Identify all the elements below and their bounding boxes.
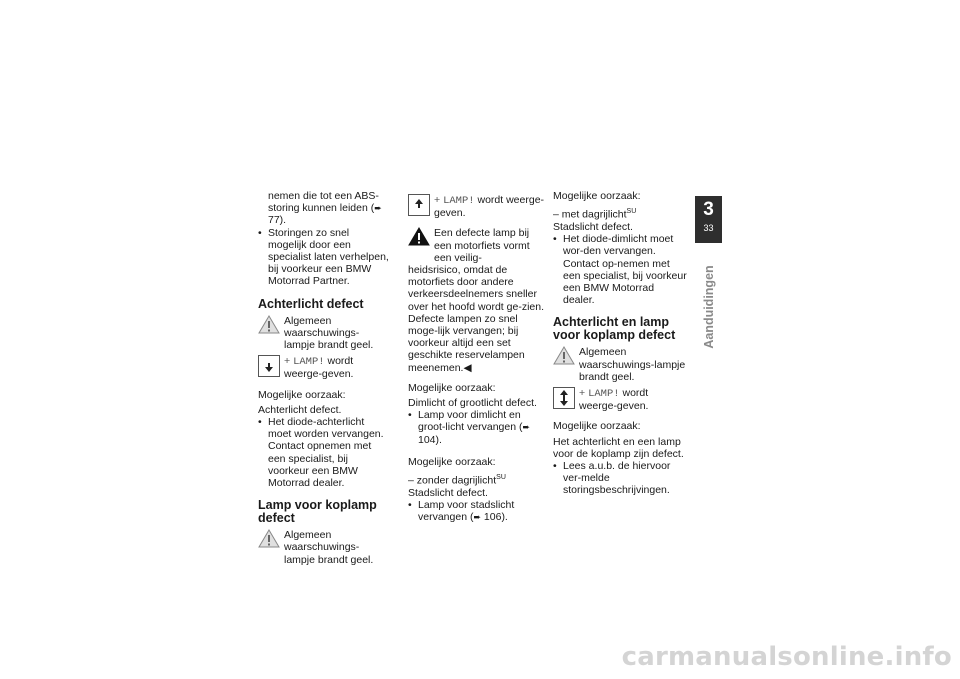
chapter-number: 3: [703, 199, 714, 220]
chapter-label: Aanduidingen: [702, 265, 716, 349]
chapter-badge: [695, 196, 722, 243]
section-heading: Lamp voor koplamp defect: [258, 498, 377, 526]
list-item: • Het diode-dimlicht moet wor-den vervangen. Contact op-nemen met een specialist, bij voorkeur een BMW Motorrad dealer.: [553, 233, 687, 307]
column-3: Mogelijke oorzaak: – met dagrijlicht$^{SU}$ Stadslicht defect. • Het diode-dimlicht moet wor-den vervangen. Contact op-nemen met een specialist, bij voorkeur een BMW Motorrad dealer. Achterlicht en lamp voor koplamp defect Algemeen waarschuwings-lampje brandt geel. + LAMP! wordt weerge-geven. Mogelijke oorzaak: Het achterlicht en een lamp voor de koplamp zijn defect. • Lees a.u.b. de hiervoor ver-melde storingsbeschrijvingen.: [553, 190, 687, 497]
arrow-reference-icon: ➨: [522, 422, 531, 433]
list-item: • Lees a.u.b. de hiervoor ver-melde storingsbeschrijvingen.: [553, 459, 671, 497]
warning-lamp-note: Algemeen waarschuwings-lampje brandt geel.: [553, 346, 688, 383]
column-1: nemen die tot een ABS-storing kunnen leiden (➨ 77). • Storingen zo snel mogelijk door een specialist laten verhelpen, bij voorkeur een BMW Motorrad Partner. Achterlicht defect Algemeen waarschuwings-lampje brandt geel. + LAMP! wordt weerge-geven. Mogelijke oorzaak: Achterlicht defect. • Het diode-achterlicht moet worden vervangen. Contact opnemen met een specialist, bij voorkeur een BMW Motorrad dealer. Lamp voor koplamp defect Algemeen waarschuwings-lampje brandt geel.: [258, 190, 389, 566]
section-heading: Achterlicht defect: [258, 296, 364, 311]
section-heading: Achterlicht en lamp voor koplamp defect: [553, 315, 676, 343]
page-number: 33: [703, 223, 714, 233]
lamp-up-indicator-icon: [408, 194, 430, 216]
warning-triangle-icon: [258, 529, 280, 548]
display-note: + LAMP! wordt weerge-geven.: [258, 355, 390, 380]
safety-warning: Een defecte lamp bij een motorfiets vormt een veilig-: [408, 227, 546, 264]
list-item: • Storingen zo snel mogelijk door een specialist laten verhelpen, bij voorkeur een BMW Motorrad Partner.: [258, 226, 389, 288]
lamp-down-indicator-icon: [258, 355, 280, 377]
continued-text: nemen die tot een ABS-storing kunnen leiden (➨ 77).: [268, 190, 382, 227]
column-2: + LAMP! wordt weerge-geven. Een defecte lamp bij een motorfiets vormt een veilig- heidsrisico, omdat de motorfiets door andere verkeersdeelnemers sneller over het hoofd wordt ge-zien. Defecte lampen zo snel moge-lijk vervangen; bij voorkeur altijd een set geschikte reservelampen meenemen.◀ Mogelijke oorzaak: Dimlicht of grootlicht defect. • Lamp voor dimlicht en groot-licht vervangen (➨ 104). Mogelijke oorzaak: – zonder dagrijlicht$^{SU}$ Stadslicht defect. • Lamp voor stadslicht vervangen (➨ 106).: [408, 194, 545, 524]
warning-triangle-icon: [258, 315, 280, 334]
end-marker-icon: ◀: [463, 361, 472, 374]
list-item: • Het diode-achterlicht moet worden vervangen. Contact opnemen met een specialist, bij voorkeur een BMW Motorrad dealer.: [258, 416, 384, 490]
arrow-reference-icon: ➨: [374, 203, 382, 214]
watermark: carmanualsonline.info: [621, 642, 952, 672]
warning-triangle-icon: [408, 227, 430, 246]
warning-triangle-icon: [553, 346, 575, 365]
lamp-up-down-indicator-icon: [553, 387, 575, 409]
warning-lamp-note: Algemeen waarschuwings-lampje brandt geel.: [258, 315, 390, 352]
display-note: + LAMP! wordt weerge-geven.: [408, 194, 546, 219]
chapter-tab: [695, 196, 722, 396]
list-item: • Lamp voor stadslicht vervangen (➨ 106).: [408, 498, 515, 524]
display-note: + LAMP! wordt weerge-geven.: [553, 387, 688, 412]
arrow-reference-icon: ➨: [473, 512, 481, 523]
list-item: • Lamp voor dimlicht en groot-licht vervangen (➨ 104).: [408, 409, 531, 446]
warning-lamp-note: Algemeen waarschuwings-lampje brandt geel.: [258, 529, 390, 566]
